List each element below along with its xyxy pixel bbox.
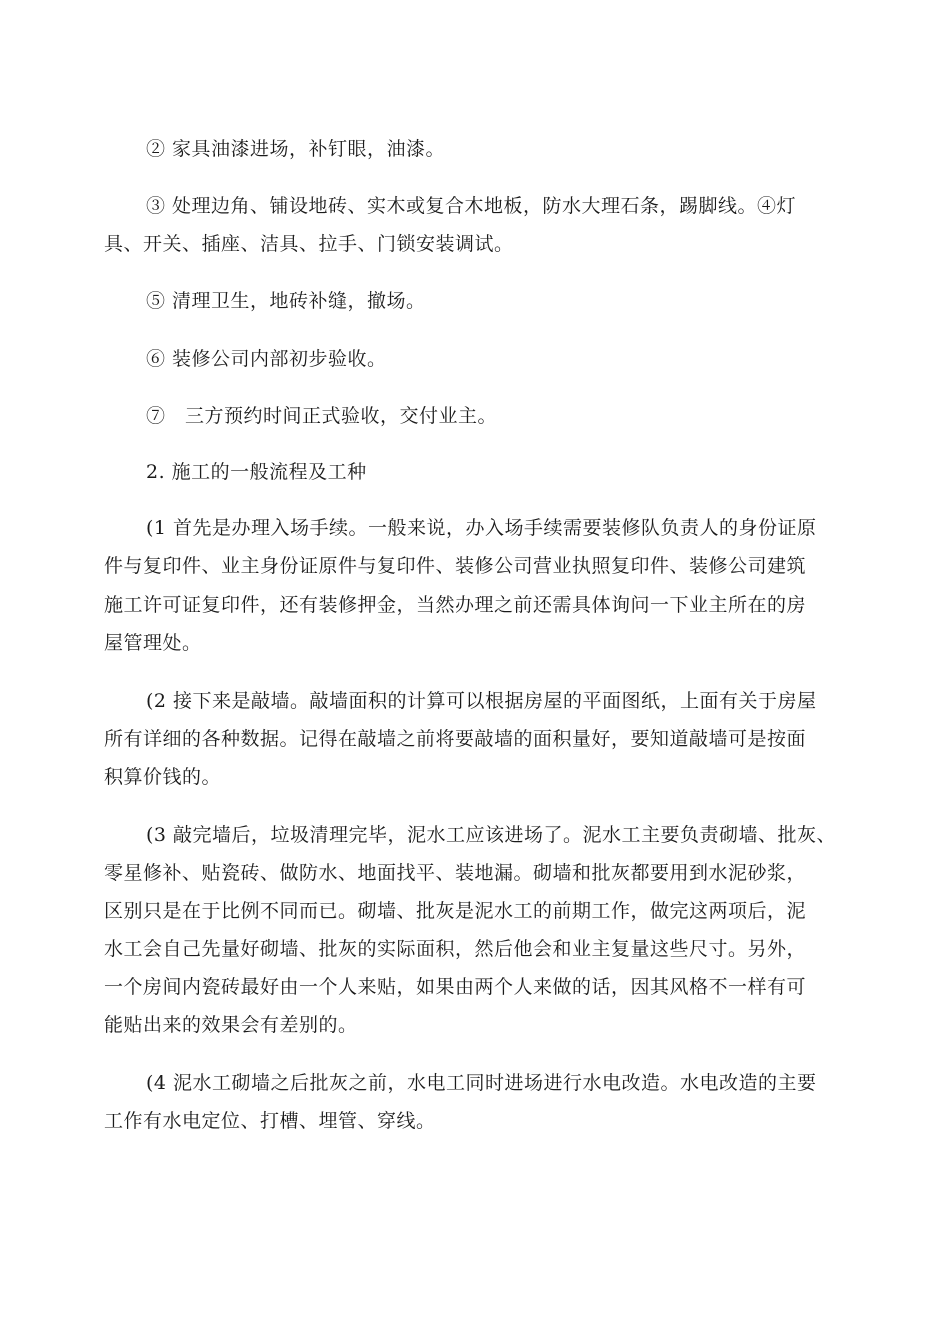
list-item-5: ⑤ 清理卫生，地砖补缝，撤场。 xyxy=(146,290,426,312)
paragraph-1-line-4: 屋管理处。 xyxy=(104,632,202,654)
paragraph-1-line-3: 施工许可证复印件，还有装修押金，当然办理之前还需具体询问一下业主所在的房 xyxy=(104,594,807,616)
paragraph-3-line-1: (3 敲完墙后，垃圾清理完毕，泥水工应该进场了。泥水工主要负责砌墙、批灰、 xyxy=(146,824,837,846)
list-item-2: ② 家具油漆进场，补钉眼，油漆。 xyxy=(146,138,446,160)
paragraph-3-line-4: 水工会自己先量好砌墙、批灰的实际面积，然后他会和业主复量这些尺寸。另外， xyxy=(104,938,807,960)
paragraph-2-line-2: 所有详细的各种数据。记得在敲墙之前将要敲墙的面积量好，要知道敲墙可是按面 xyxy=(104,728,807,750)
list-item-3-line-1: ③ 处理边角、铺设地砖、实木或复合木地板，防水大理石条，踢脚线。④灯 xyxy=(146,195,797,217)
paragraph-1-line-1: (1 首先是办理入场手续。一般来说，办入场手续需要装修队负责人的身份证原 xyxy=(146,517,817,539)
paragraph-2-line-1: (2 接下来是敲墙。敲墙面积的计算可以根据房屋的平面图纸，上面有关于房屋 xyxy=(146,690,817,712)
section-heading: 2. 施工的一般流程及工种 xyxy=(146,461,367,483)
paragraph-3-line-3: 区别只是在于比例不同而已。砌墙、批灰是泥水工的前期工作，做完这两项后，泥 xyxy=(104,900,807,922)
list-item-7: ⑦ 三方预约时间正式验收，交付业主。 xyxy=(146,405,498,427)
paragraph-4-line-2: 工作有水电定位、打槽、埋管、穿线。 xyxy=(104,1110,436,1132)
list-item-3-line-2: 具、开关、插座、洁具、拉手、门锁安装调试。 xyxy=(104,233,514,255)
paragraph-3-line-2: 零星修补、贴瓷砖、做防水、地面找平、装地漏。砌墙和批灰都要用到水泥砂浆， xyxy=(104,862,807,884)
paragraph-3-line-6: 能贴出来的效果会有差别的。 xyxy=(104,1014,358,1036)
list-item-6: ⑥ 装修公司内部初步验收。 xyxy=(146,348,387,370)
paragraph-3-line-5: 一个房间内瓷砖最好由一个人来贴，如果由两个人来做的话，因其风格不一样有可 xyxy=(104,976,807,998)
paragraph-4-line-1: (4 泥水工砌墙之后批灰之前，水电工同时进场进行水电改造。水电改造的主要 xyxy=(146,1072,817,1094)
paragraph-1-line-2: 件与复印件、业主身份证原件与复印件、装修公司营业执照复印件、装修公司建筑 xyxy=(104,555,807,577)
paragraph-2-line-3: 积算价钱的。 xyxy=(104,766,222,788)
